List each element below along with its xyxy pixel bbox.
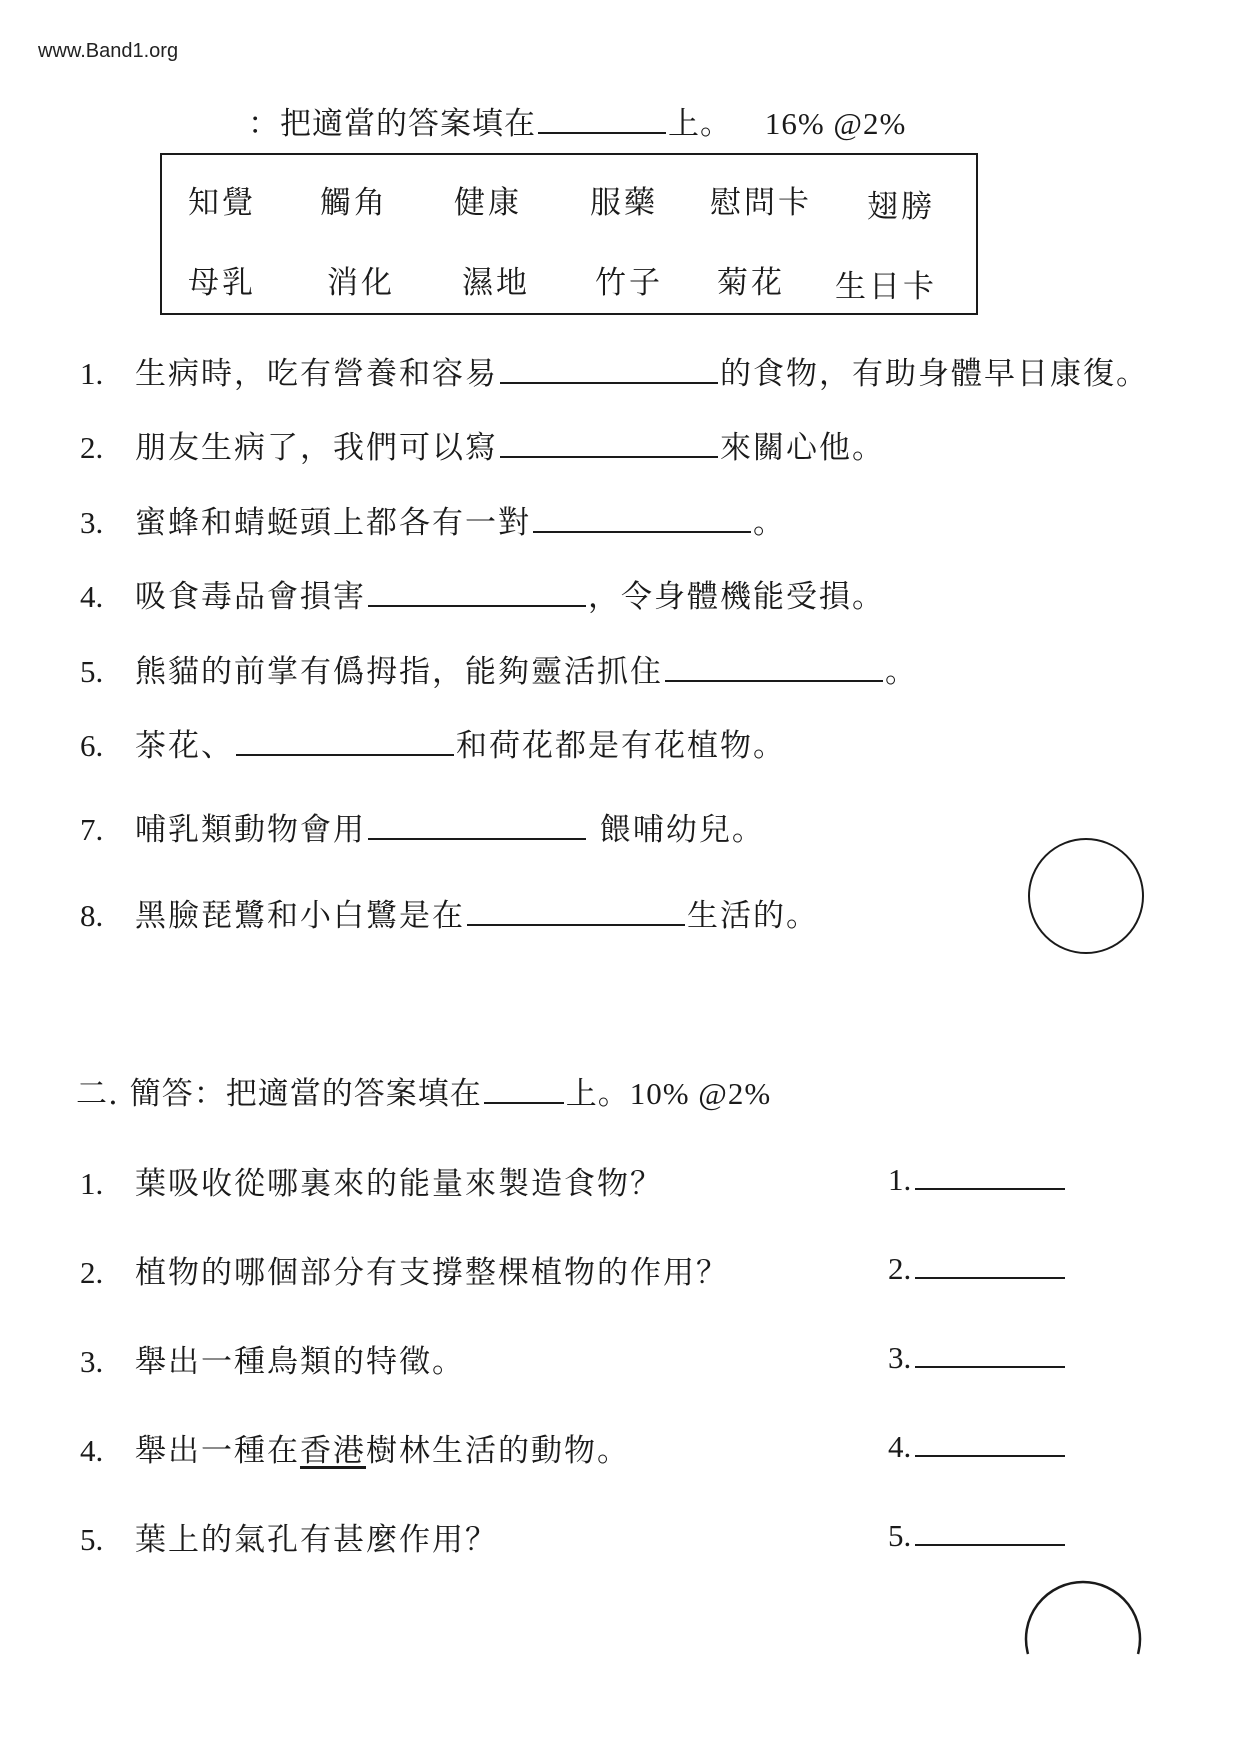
question-text: 樹林生活的動物。 xyxy=(366,1433,630,1469)
answer-line[interactable] xyxy=(915,1247,1065,1279)
word-bank-item: 觸角 xyxy=(320,185,388,221)
fill-question-5 xyxy=(80,646,918,691)
answer-line[interactable] xyxy=(915,1158,1065,1190)
word-bank-item: 知覺 xyxy=(188,185,256,221)
word-bank xyxy=(160,153,978,315)
section2-tail: 上。10% @2% xyxy=(565,1076,772,1111)
answer-number: 4. xyxy=(888,1429,912,1464)
question-number: 7. xyxy=(80,812,104,847)
question-text: 朋友生病了，我們可以寫 xyxy=(135,430,498,466)
answer-line[interactable] xyxy=(915,1514,1065,1546)
answer-slot-2[interactable] xyxy=(888,1247,1065,1287)
answer-blank[interactable] xyxy=(368,808,586,840)
question-text: 生病時，吃有營養和容易 xyxy=(135,356,498,392)
word-bank-item: 慰問卡 xyxy=(710,185,812,221)
word-bank-item: 翅膀 xyxy=(867,189,935,225)
question-text: 茶花、 xyxy=(135,728,234,764)
fill-question-7 xyxy=(80,804,765,849)
question-number: 4. xyxy=(80,1433,104,1468)
question-text: 葉吸收從哪裏來的能量來製造食物？ xyxy=(135,1166,663,1202)
fill-question-8 xyxy=(80,890,819,935)
section2-heading xyxy=(76,1068,771,1113)
word-bank-item: 母乳 xyxy=(188,265,256,301)
question-number: 1. xyxy=(80,356,104,391)
short-question-1 xyxy=(80,1158,663,1203)
fill-question-2 xyxy=(80,422,885,467)
question-text: 哺乳類動物會用 xyxy=(135,812,366,848)
answer-blank[interactable] xyxy=(533,501,751,533)
question-text: 植物的哪個部分有支撐整棵植物的作用？ xyxy=(135,1255,729,1291)
answer-slot-4[interactable] xyxy=(888,1425,1065,1465)
score-circle xyxy=(1028,838,1144,954)
answer-number: 5. xyxy=(888,1518,912,1553)
fill-question-1 xyxy=(80,348,1149,393)
question-text: 餵哺幼兒。 xyxy=(588,812,765,848)
question-text: 舉出一種鳥類的特徵。 xyxy=(135,1344,465,1380)
answer-slot-1[interactable] xyxy=(888,1158,1065,1198)
short-question-2 xyxy=(80,1247,729,1292)
question-text: 。 xyxy=(885,654,918,690)
question-number: 2. xyxy=(80,430,104,465)
word-bank-item: 濕地 xyxy=(462,265,530,301)
word-bank-item: 竹子 xyxy=(595,265,663,301)
word-bank-item: 健康 xyxy=(454,185,522,221)
question-number: 8. xyxy=(80,898,104,933)
proper-noun-underlined: 香港 xyxy=(300,1433,366,1469)
word-bank-item: 消化 xyxy=(327,265,395,301)
short-question-4 xyxy=(80,1425,630,1470)
question-text: 黑臉琵鷺和小白鷺是在 xyxy=(135,898,465,934)
section2-label: 二. 簡答：把適當的答案填在 xyxy=(76,1076,482,1112)
answer-number: 3. xyxy=(888,1340,912,1375)
question-text: 熊貓的前掌有僞拇指，能夠靈活抓住 xyxy=(135,654,663,690)
word-bank-item: 服藥 xyxy=(590,185,658,221)
question-number: 4. xyxy=(80,579,104,614)
question-number: 3. xyxy=(80,505,104,540)
question-text: 吸食毒品會損害 xyxy=(135,579,366,615)
question-number: 5. xyxy=(80,654,104,689)
answer-number: 2. xyxy=(888,1251,912,1286)
word-bank-item: 菊花 xyxy=(717,265,785,301)
question-text: 蜜蜂和蜻蜓頭上都各有一對 xyxy=(135,505,531,541)
question-text: 來關心他。 xyxy=(720,430,885,466)
word-bank-item: 生日卡 xyxy=(835,269,937,305)
answer-blank[interactable] xyxy=(500,426,718,458)
question-text: 。 xyxy=(753,505,786,541)
question-number: 2. xyxy=(80,1255,104,1290)
heading-blank xyxy=(484,1072,564,1104)
heading-blank xyxy=(538,102,666,134)
short-question-3 xyxy=(80,1336,465,1381)
answer-line[interactable] xyxy=(915,1336,1065,1368)
question-text: 舉出一種在 xyxy=(135,1433,300,1469)
fill-question-3 xyxy=(80,497,786,542)
fill-question-6 xyxy=(80,720,786,765)
question-number: 5. xyxy=(80,1522,104,1557)
answer-blank[interactable] xyxy=(467,894,685,926)
question-number: 3. xyxy=(80,1344,104,1379)
section1-heading xyxy=(248,98,906,143)
question-text: ，令身體機能受損。 xyxy=(588,579,885,615)
answer-slot-5[interactable] xyxy=(888,1514,1065,1554)
answer-blank[interactable] xyxy=(236,724,454,756)
answer-blank[interactable] xyxy=(368,575,586,607)
score-circle-partial xyxy=(1020,1560,1150,1660)
question-text: 生活的。 xyxy=(687,898,819,934)
fill-question-4 xyxy=(80,571,885,616)
section1-label: ：把適當的答案填在 xyxy=(248,106,536,142)
watermark: www.Band1.org xyxy=(38,40,179,62)
answer-blank[interactable] xyxy=(500,352,718,384)
question-number: 1. xyxy=(80,1166,104,1201)
answer-number: 1. xyxy=(888,1162,912,1197)
section1-tail: 上。 xyxy=(668,106,732,142)
question-number: 6. xyxy=(80,728,104,763)
question-text: 和荷花都是有花植物。 xyxy=(456,728,786,764)
answer-line[interactable] xyxy=(915,1425,1065,1457)
section1-score: 16% @2% xyxy=(764,106,907,141)
answer-blank[interactable] xyxy=(665,650,883,682)
question-text: 葉上的氣孔有甚麼作用？ xyxy=(135,1522,498,1558)
answer-slot-3[interactable] xyxy=(888,1336,1065,1376)
short-question-5 xyxy=(80,1514,498,1559)
question-text: 的食物，有助身體早日康復。 xyxy=(720,356,1149,392)
